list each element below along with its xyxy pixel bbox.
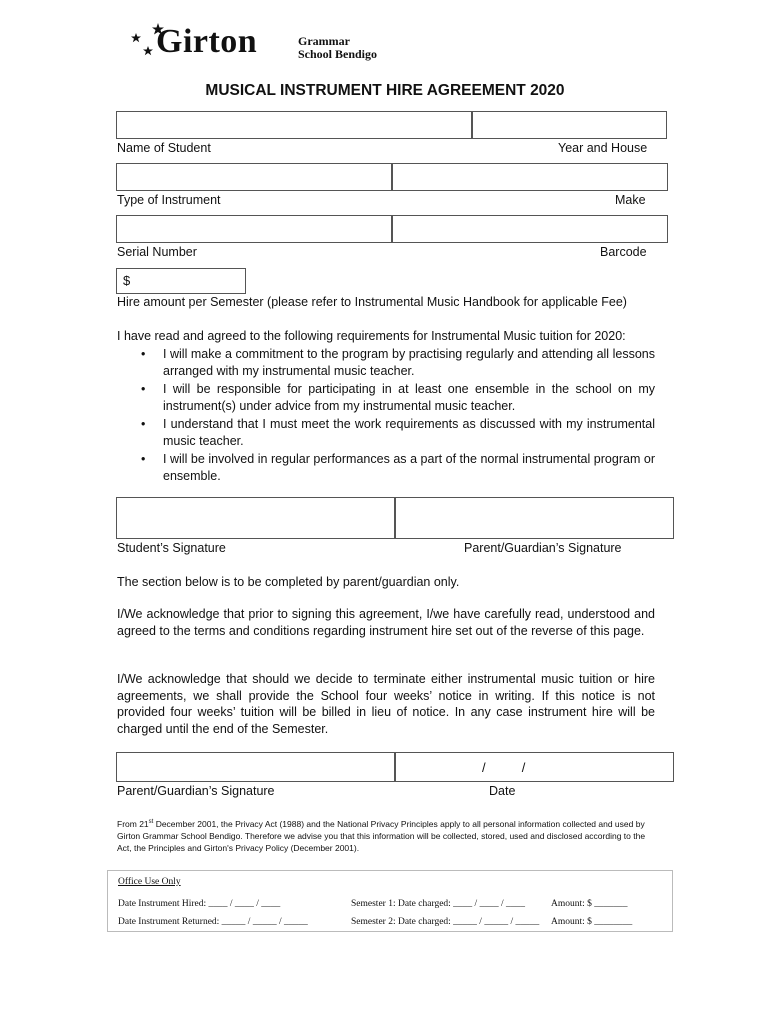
date-slashes: / /: [482, 760, 526, 775]
year-house-field[interactable]: [472, 111, 667, 139]
date-hired: Date Instrument Hired: ____ / ____ / ____: [118, 899, 281, 909]
student-signature-label: Student’s Signature: [117, 541, 226, 555]
instrument-type-label: Type of Instrument: [117, 193, 221, 207]
student-name-field[interactable]: [116, 111, 472, 139]
date-returned: Date Instrument Returned: _____ / _____ / _____: [118, 917, 308, 927]
acknowledgement-notice: I/We acknowledge that should we decide to terminate either instrumental music tuition or hire agreements, we shall provide the School four weeks’ notice in writing. If this notice is not provided four weeks’ tuition will be billed in lieu of notice. In any case instrument hire will be charged until the end of the Semester.: [117, 672, 655, 736]
semester-2-charged: Semester 2: Date charged: _____ / _____ / _____: [351, 917, 540, 927]
semester-1-charged: Semester 1: Date charged: ____ / ____ / ____: [351, 899, 525, 909]
year-house-label: Year and House: [558, 141, 648, 155]
make-field[interactable]: [392, 163, 668, 191]
parent-signature-field-2[interactable]: [116, 752, 395, 782]
instrument-type-field[interactable]: [116, 163, 392, 191]
parent-signature-label: Parent/Guardian’s Signature: [464, 541, 622, 555]
requirement-item: • I will be involved in regular performances as a part of the normal instrumental program or ensemble.: [141, 452, 655, 483]
hire-amount-field[interactable]: [116, 268, 246, 294]
serial-number-field[interactable]: [116, 215, 392, 243]
requirement-item: • I understand that I must meet the work requirements as discussed with my instrumental music teacher.: [141, 417, 655, 448]
privacy-notice: From 21st December 2001, the Privacy Act (1988) and the National Privacy Principles apply to all personal information collected and used by Girton Grammar School Bendigo. Therefore we advise you that this information will be collected, stored, used and disclosed according to the Act, the Principles and Girton's Privacy Policy (December 2001).: [117, 818, 646, 853]
date-label: Date: [489, 784, 516, 798]
serial-number-label: Serial Number: [117, 245, 197, 259]
bullet-icon: •: [141, 417, 146, 431]
bullet-icon: •: [141, 347, 146, 361]
semester-2-amount: Amount: $ ________: [551, 917, 633, 927]
semester-1-amount: Amount: $ _______: [551, 899, 628, 909]
requirement-item: • I will make a commitment to the program by practising regularly and attending all lessons arranged with my instrumental music teacher.: [141, 347, 655, 378]
office-use-heading: Office Use Only: [118, 877, 181, 887]
logo-wordmark: Girton: [156, 23, 258, 60]
requirement-item: • I will be responsible for participating in at least one ensemble in the school on my instrument(s) under advice from my instrumental music teacher.: [141, 382, 655, 413]
parent-signature-field[interactable]: [395, 497, 674, 539]
barcode-label: Barcode: [600, 245, 647, 259]
school-logo: [128, 20, 408, 70]
page-title: MUSICAL INSTRUMENT HIRE AGREEMENT 2020: [205, 82, 565, 99]
requirements-intro: I have read and agreed to the following requirements for Instrumental Music tuition for 2020:: [117, 329, 626, 343]
dollar-sign: $: [123, 273, 131, 288]
parent-section-note: The section below is to be completed by parent/guardian only.: [117, 575, 460, 589]
acknowledgement-terms: I/We acknowledge that prior to signing this agreement, I/we have carefully read, understood and agreed to the terms and conditions regarding instrument hire set out of the reverse of this page.: [117, 607, 655, 638]
logo-line-1: Grammar: [298, 34, 350, 48]
requirements-list: [117, 346, 655, 484]
parent-signature-label-2: Parent/Guardian’s Signature: [117, 784, 275, 798]
date-field[interactable]: [395, 752, 674, 782]
bullet-icon: •: [141, 382, 146, 396]
bullet-icon: •: [141, 452, 146, 466]
office-use-box: [107, 870, 673, 932]
make-label: Make: [615, 193, 646, 207]
student-signature-field[interactable]: [116, 497, 395, 539]
hire-amount-label: Hire amount per Semester (please refer to Instrumental Music Handbook for applicable Fee): [117, 295, 627, 309]
logo-line-2: School Bendigo: [298, 47, 378, 61]
barcode-field[interactable]: [392, 215, 668, 243]
student-name-label: Name of Student: [117, 141, 211, 155]
